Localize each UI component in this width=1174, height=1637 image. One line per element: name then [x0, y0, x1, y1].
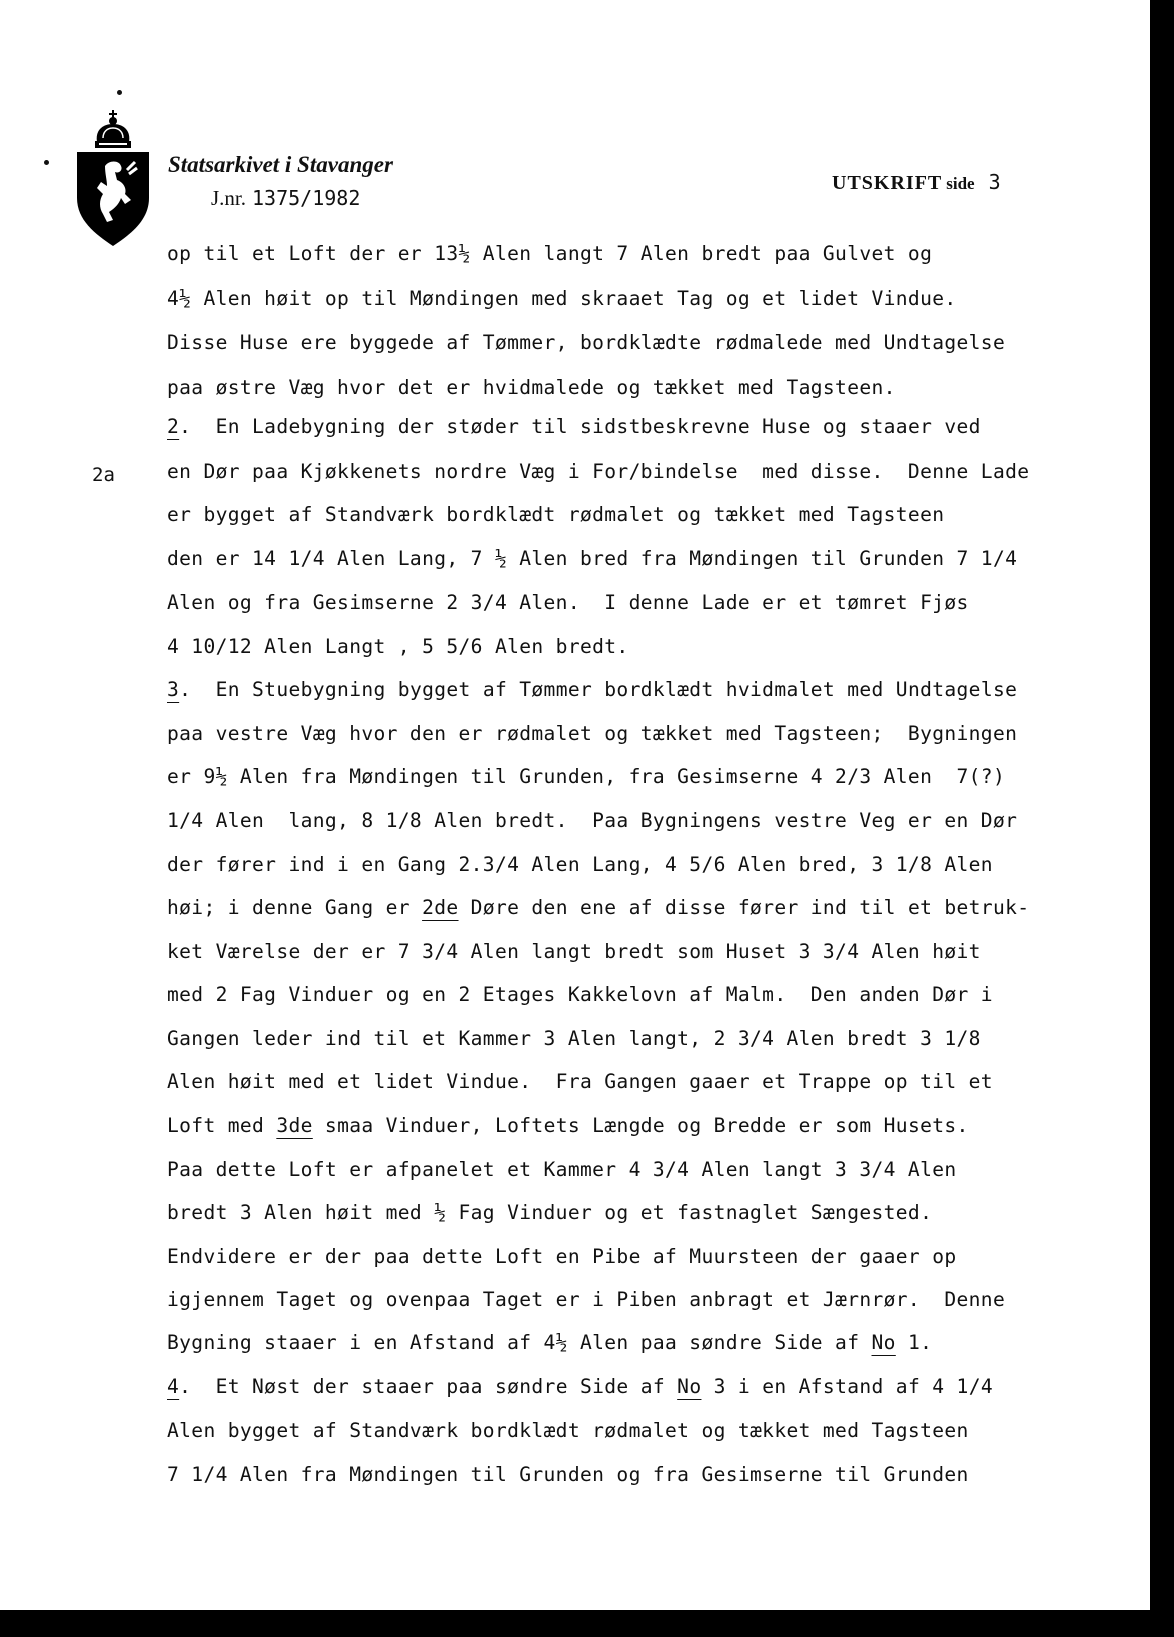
section-number: 4 — [167, 1375, 180, 1398]
utskrift-label: UTSKRIFT — [832, 172, 943, 194]
text-line: 4½ Alen høit op til Møndingen med skraaet Tag og et lidet Vindue. — [167, 287, 957, 310]
text-line: bredt 3 Alen høit med ½ Fag Vinduer og et fastnaglet Sængested. — [167, 1201, 933, 1224]
text-line: 2. En Ladebygning der støder til sidstbeskrevne Huse og staaer ved — [167, 415, 981, 438]
text-line: Endvidere er der paa dette Loft en Pibe af Muursteen der gaaer op — [167, 1245, 957, 1268]
text-line: med 2 Fag Vinduer og en 2 Etages Kakkelovn af Malm. Den anden Dør i — [167, 983, 993, 1006]
text-line: 3. En Stuebygning bygget af Tømmer bordklædt hvidmalet med Undtagelse — [167, 678, 1018, 701]
text-line: der fører ind i en Gang 2.3/4 Alen Lang, 4 5/6 Alen bred, 3 1/8 Alen — [167, 853, 993, 876]
jnr-label: J.nr. — [211, 186, 247, 210]
text-line: Alen og fra Gesimserne 2 3/4 Alen. I denne Lade er et tømret Fjøs — [167, 591, 969, 614]
text-line: op til et Loft der er 13½ Alen langt 7 Alen bredt paa Gulvet og — [167, 242, 933, 265]
text-line: igjennem Taget og ovenpaa Taget er i Piben anbragt et Jærnrør. Denne — [167, 1288, 1006, 1311]
journal-number — [211, 186, 360, 211]
speck-mark — [44, 160, 49, 165]
text-line: Gangen leder ind til et Kammer 3 Alen langt, 2 3/4 Alen bredt 3 1/8 — [167, 1027, 981, 1050]
margin-note: 2a — [92, 464, 115, 486]
text-line: 4. Et Nøst der staaer paa søndre Side af No 3 i en Afstand af 4 1/4 — [167, 1375, 993, 1398]
utskrift-header — [832, 170, 1002, 195]
text-line: er bygget af Standværk bordklædt rødmalet og tækket med Tagsteen — [167, 503, 945, 526]
page-number: 3 — [988, 170, 1002, 194]
side-label: side — [946, 174, 975, 193]
text-line: Alen høit med et lidet Vindue. Fra Gangen gaaer et Trappe op til et — [167, 1070, 993, 1093]
archive-name: Statsarkivet i Stavanger — [168, 152, 393, 177]
text-line: den er 14 1/4 Alen Lang, 7 ½ Alen bred fra Møndingen til Grunden 7 1/4 — [167, 547, 1018, 570]
text-line: Bygning staaer i en Afstand af 4½ Alen paa søndre Side af No 1. — [167, 1331, 933, 1354]
jnr-value: 1375/1982 — [252, 186, 361, 210]
text-line: en Dør paa Kjøkkenets nordre Væg i For/bindelse med disse. Denne Lade — [167, 460, 1030, 483]
text-line: 1/4 Alen lang, 8 1/8 Alen bredt. Paa Bygningens vestre Veg er en Dør — [167, 809, 1018, 832]
text-line: paa vestre Væg hvor den er rødmalet og tækket med Tagsteen; Bygningen — [167, 722, 1018, 745]
text-line: Loft med 3de smaa Vinduer, Loftets Længde og Bredde er som Husets. — [167, 1114, 969, 1137]
text-line: Alen bygget af Standværk bordklædt rødmalet og tækket med Tagsteen — [167, 1419, 969, 1442]
text-line: Disse Huse ere byggede af Tømmer, bordklædte rødmalede med Undtagelse — [167, 331, 1006, 354]
text-line: ket Værelse der er 7 3/4 Alen langt bredt som Huset 3 3/4 Alen høit — [167, 940, 981, 963]
coat-of-arms-icon — [75, 108, 151, 248]
speck-mark — [117, 90, 122, 95]
section-number: 2 — [167, 415, 180, 438]
text-line: høi; i denne Gang er 2de Døre den ene af disse fører ind til et betruk- — [167, 896, 1030, 919]
text-line: 4 10/12 Alen Langt , 5 5/6 Alen bredt. — [167, 635, 629, 658]
text-line: paa østre Væg hvor det er hvidmalede og tækket med Tagsteen. — [167, 376, 896, 399]
section-number: 3 — [167, 678, 180, 701]
text-line: Paa dette Loft er afpanelet et Kammer 4 3/4 Alen langt 3 3/4 Alen — [167, 1158, 957, 1181]
text-line: er 9½ Alen fra Møndingen til Grunden, fra Gesimserne 4 2/3 Alen 7(?) — [167, 765, 1006, 788]
text-line: 7 1/4 Alen fra Møndingen til Grunden og fra Gesimserne til Grunden — [167, 1463, 969, 1486]
